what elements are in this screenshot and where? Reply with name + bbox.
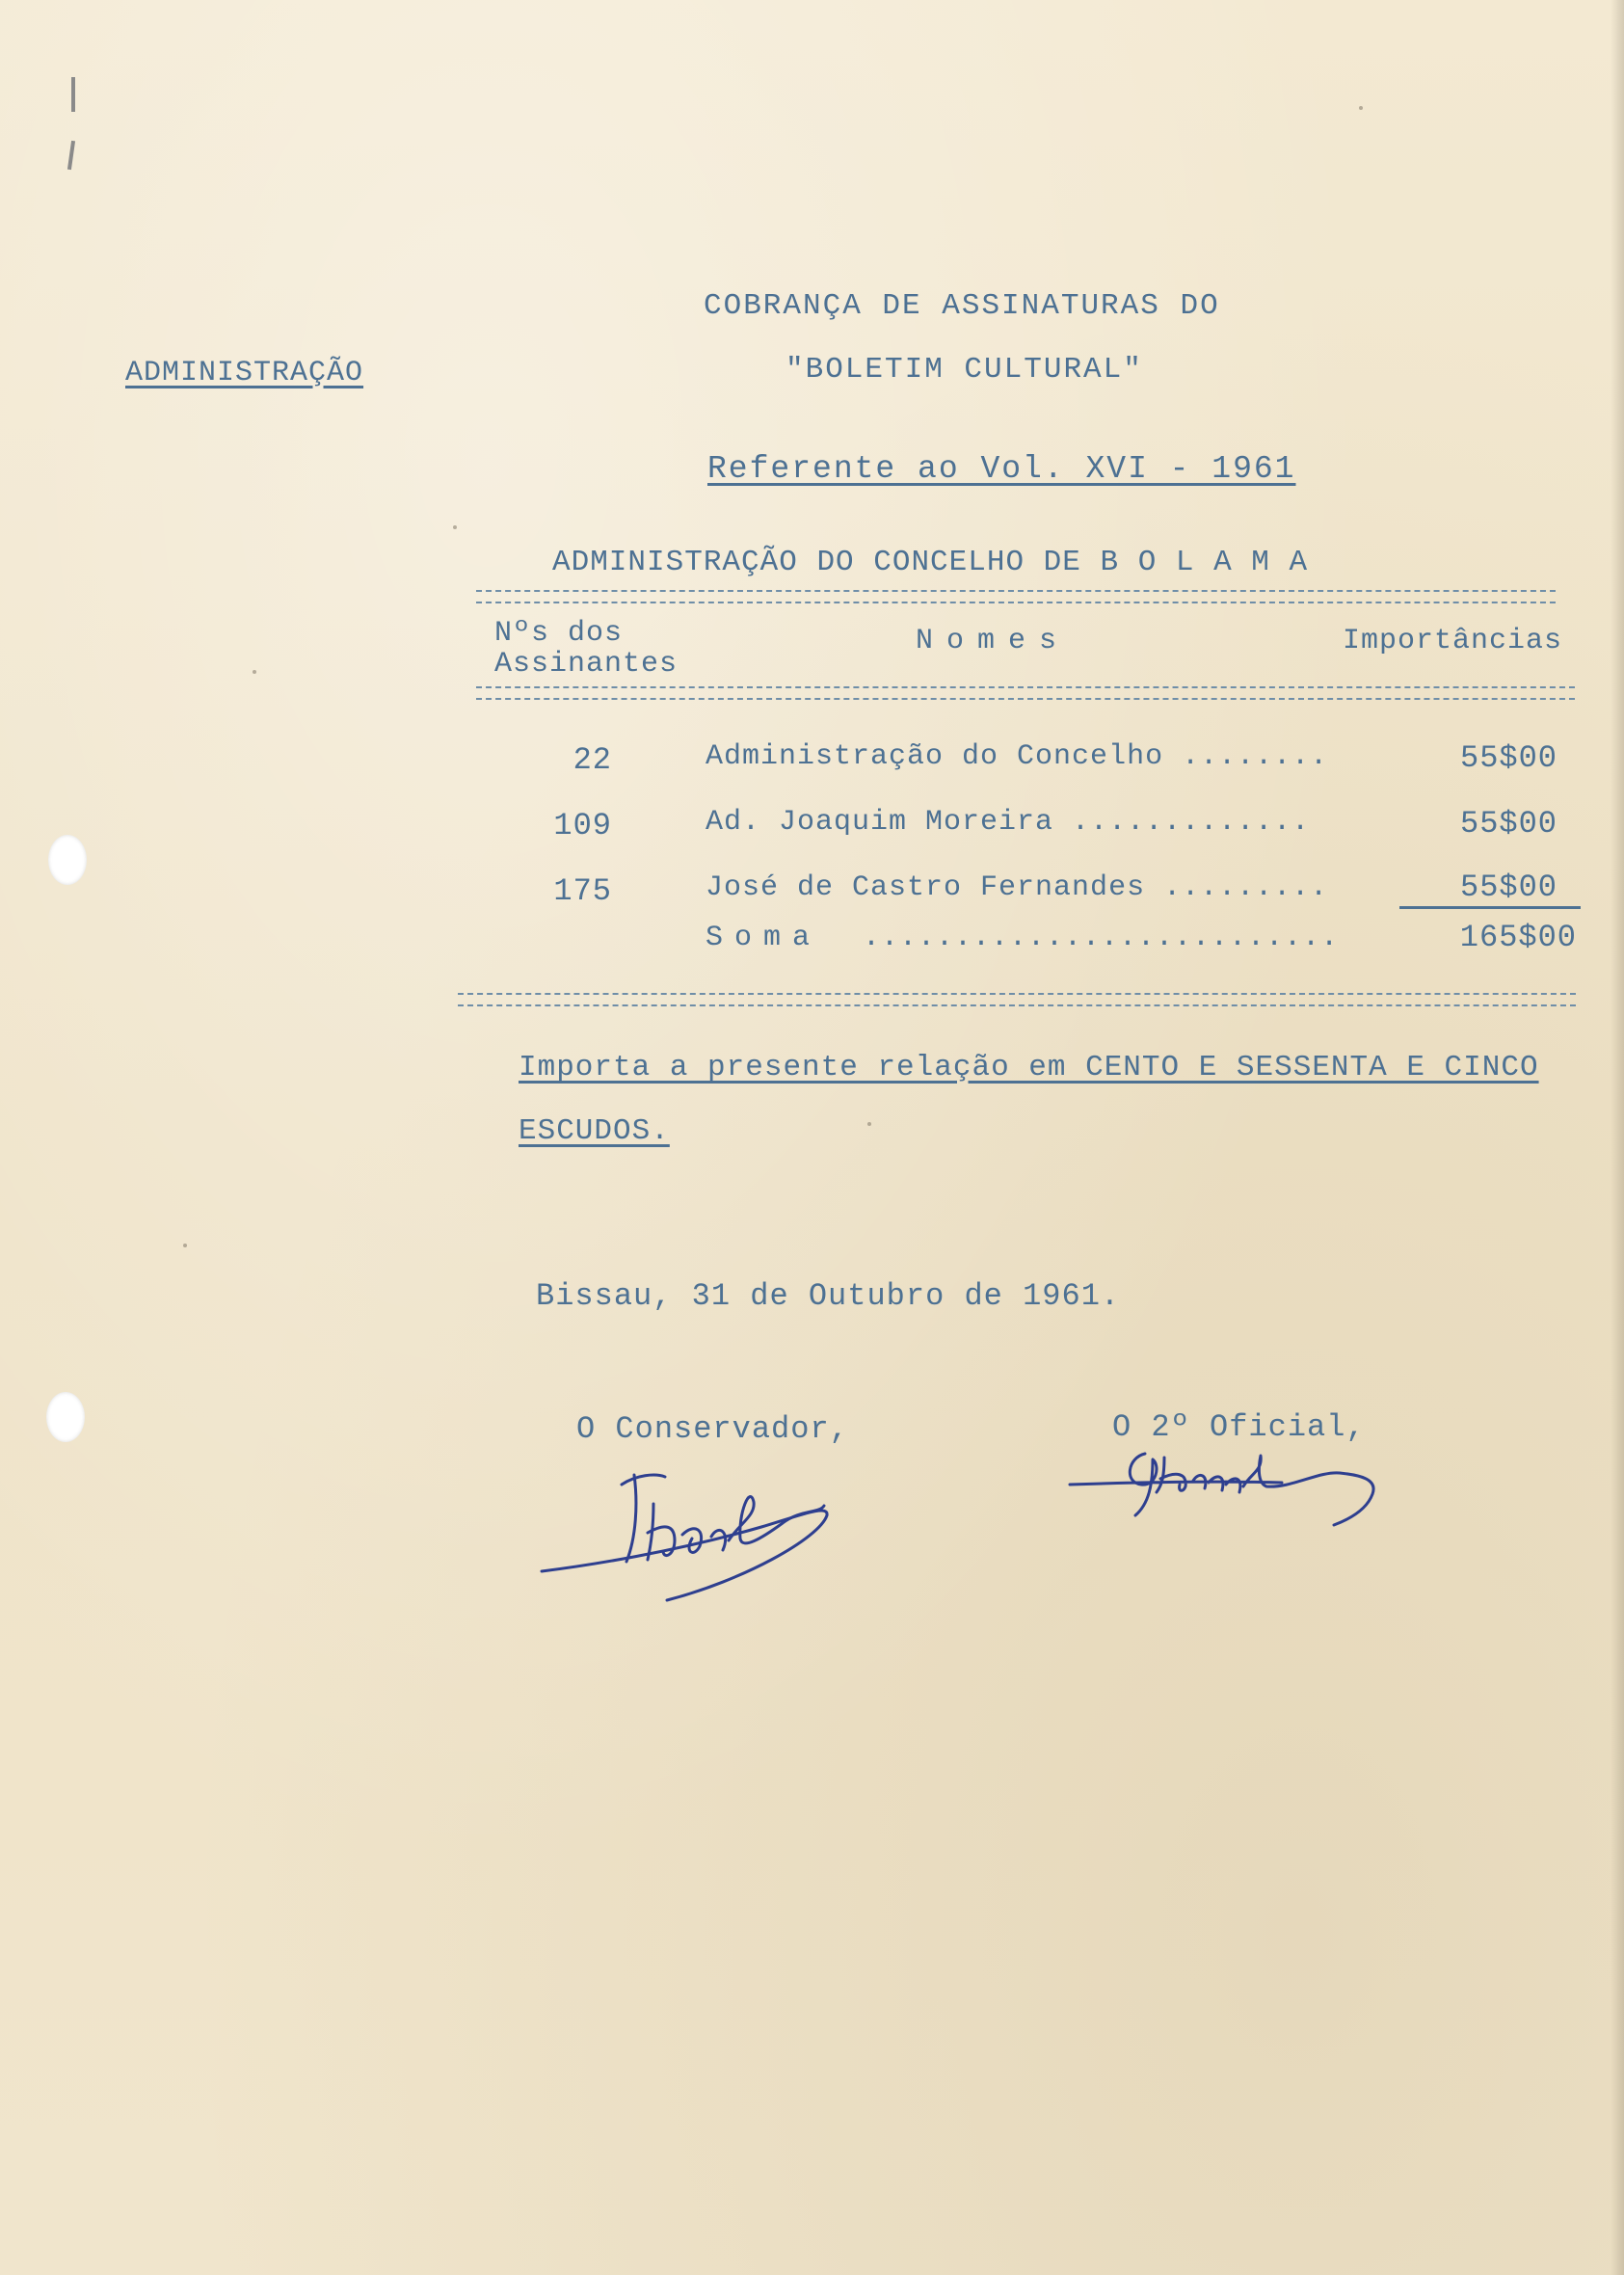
paper-speck (453, 525, 457, 529)
statement-line-2: ESCUDOS. (519, 1114, 670, 1148)
document-title-line-1: COBRANÇA DE ASSINATURAS DO (704, 289, 1220, 323)
sum-leader-dots: .......................... (863, 922, 1340, 954)
department-label: ADMINISTRAÇÃO (125, 357, 364, 389)
statement-line-1: Importa a presente relação em CENTO E SESSENTA E CINCO (519, 1051, 1539, 1084)
margin-mark (71, 77, 75, 112)
section-heading: ADMINISTRAÇÃO DO CONCELHO DE B O L A M A (552, 546, 1309, 579)
signatory-title-right: O 2º Oficial, (1112, 1409, 1366, 1445)
column-header-number-line-2: Assinantes (494, 648, 679, 681)
subscriber-amount: 55$00 (1459, 870, 1557, 905)
volume-reference: Referente ao Vol. XVI - 1961 (707, 451, 1296, 487)
page-edge-shadow (1611, 0, 1624, 2275)
subscriber-name: José de Castro Fernandes ......... (706, 871, 1329, 904)
document-title-line-2: "BOLETIM CULTURAL" (785, 353, 1143, 387)
margin-mark (67, 141, 75, 170)
signature-oficial (1060, 1436, 1388, 1542)
signature-stroke (1070, 1454, 1373, 1525)
column-header-number: Nºs dos (494, 617, 624, 650)
subscriber-number: 22 (572, 742, 612, 778)
paper-speck (253, 670, 256, 674)
signature-conservador (530, 1446, 858, 1610)
subscriber-name: Ad. Joaquim Moreira ............. (706, 806, 1311, 839)
column-header-amounts: Importâncias (1343, 625, 1563, 657)
subscriber-name: Administração do Concelho ........ (706, 740, 1329, 773)
subscriber-number: 109 (553, 808, 612, 843)
subscriber-amount: 55$00 (1459, 806, 1557, 842)
punch-hole-top (48, 835, 87, 885)
paper-speck (867, 1122, 871, 1126)
subscriber-amount: 55$00 (1459, 740, 1557, 776)
paper-speck (183, 1244, 187, 1247)
punch-hole-bottom (46, 1392, 85, 1442)
subscriber-number: 175 (553, 873, 612, 909)
paper-speck (1359, 106, 1363, 110)
sum-amount: 165$00 (1459, 920, 1577, 955)
subtotal-underline (1399, 906, 1581, 909)
signatory-title-left: O Conservador, (576, 1411, 849, 1447)
double-rule-bottom (458, 993, 1576, 1006)
signature-flourish (542, 1511, 827, 1600)
double-rule-header (476, 686, 1575, 700)
sum-label: Soma (706, 922, 822, 954)
column-header-names: Nomes (916, 625, 1071, 657)
document-date: Bissau, 31 de Outubro de 1961. (536, 1278, 1121, 1314)
double-rule-top (476, 590, 1556, 603)
